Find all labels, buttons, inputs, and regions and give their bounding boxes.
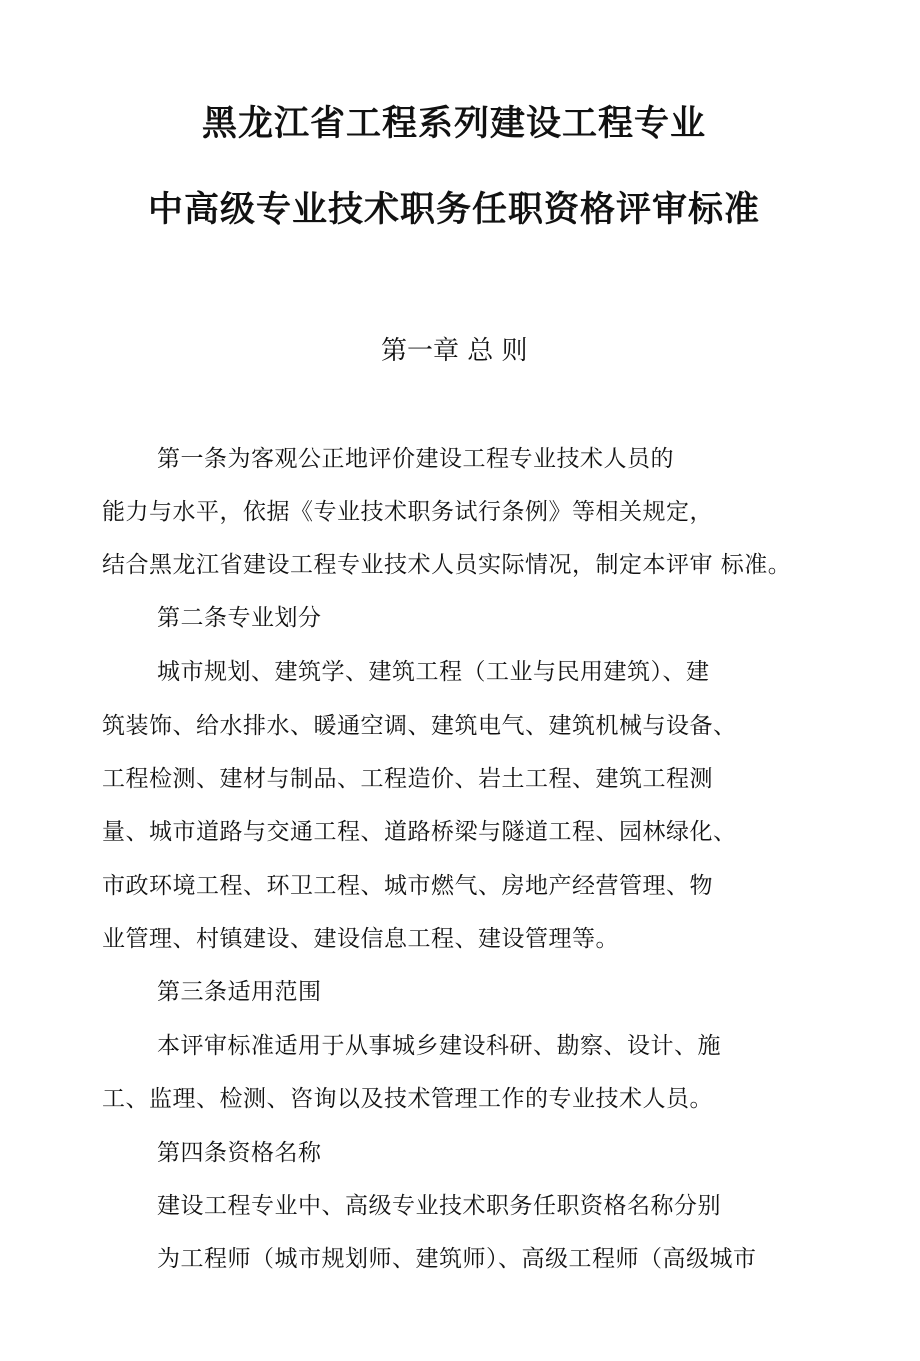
article-1-line: 第一条为客观公正地评价建设工程专业技术人员的 [157,446,674,472]
article-1-line: 结合黑龙江省建设工程专业技术人员实际情况，制定本评审 标准。 [102,552,792,578]
article-1-line: 能力与水平，依据《专业技术职务试行条例》等相关规定， [102,499,713,525]
article-4-line: 建设工程专业中、高级专业技术职务任职资格名称分别 [157,1193,721,1219]
article-3-line: 工、监理、检测、咨询以及技术管理工作的专业技术人员。 [102,1086,713,1112]
document-title-line-1: 黑龙江省工程系列建设工程专业 [202,104,707,144]
article-3-line: 本评审标准适用于从事城乡建设科研、勘察、设计、施 [157,1033,721,1059]
article-2-line: 量、城市道路与交通工程、道路桥梁与隧道工程、园林绿化、 [102,819,737,845]
article-4-heading: 第四条资格名称 [157,1140,322,1166]
article-3-heading: 第三条适用范围 [157,979,322,1005]
article-2-line: 市政环境工程、环卫工程、城市燃气、房地产经营管理、物 [102,873,713,899]
article-2-line: 工程检测、建材与制品、工程造价、岩土工程、建筑工程测 [102,766,713,792]
article-2-line: 业管理、村镇建设、建设信息工程、建设管理等。 [102,926,619,952]
article-2-line: 城市规划、建筑学、建筑工程（工业与民用建筑）、建 [157,659,710,685]
article-2-heading: 第二条专业划分 [157,605,322,631]
document-title-line-2: 中高级专业技术职务任职资格评审标准 [148,190,761,230]
article-4-line: 为工程师（城市规划师、建筑师）、高级工程师（高级城市 [157,1246,757,1272]
chapter-heading: 第一章 总 则 [381,336,528,366]
article-2-line: 筑装饰、给水排水、暖通空调、建筑电气、建筑机械与设备、 [102,713,737,739]
